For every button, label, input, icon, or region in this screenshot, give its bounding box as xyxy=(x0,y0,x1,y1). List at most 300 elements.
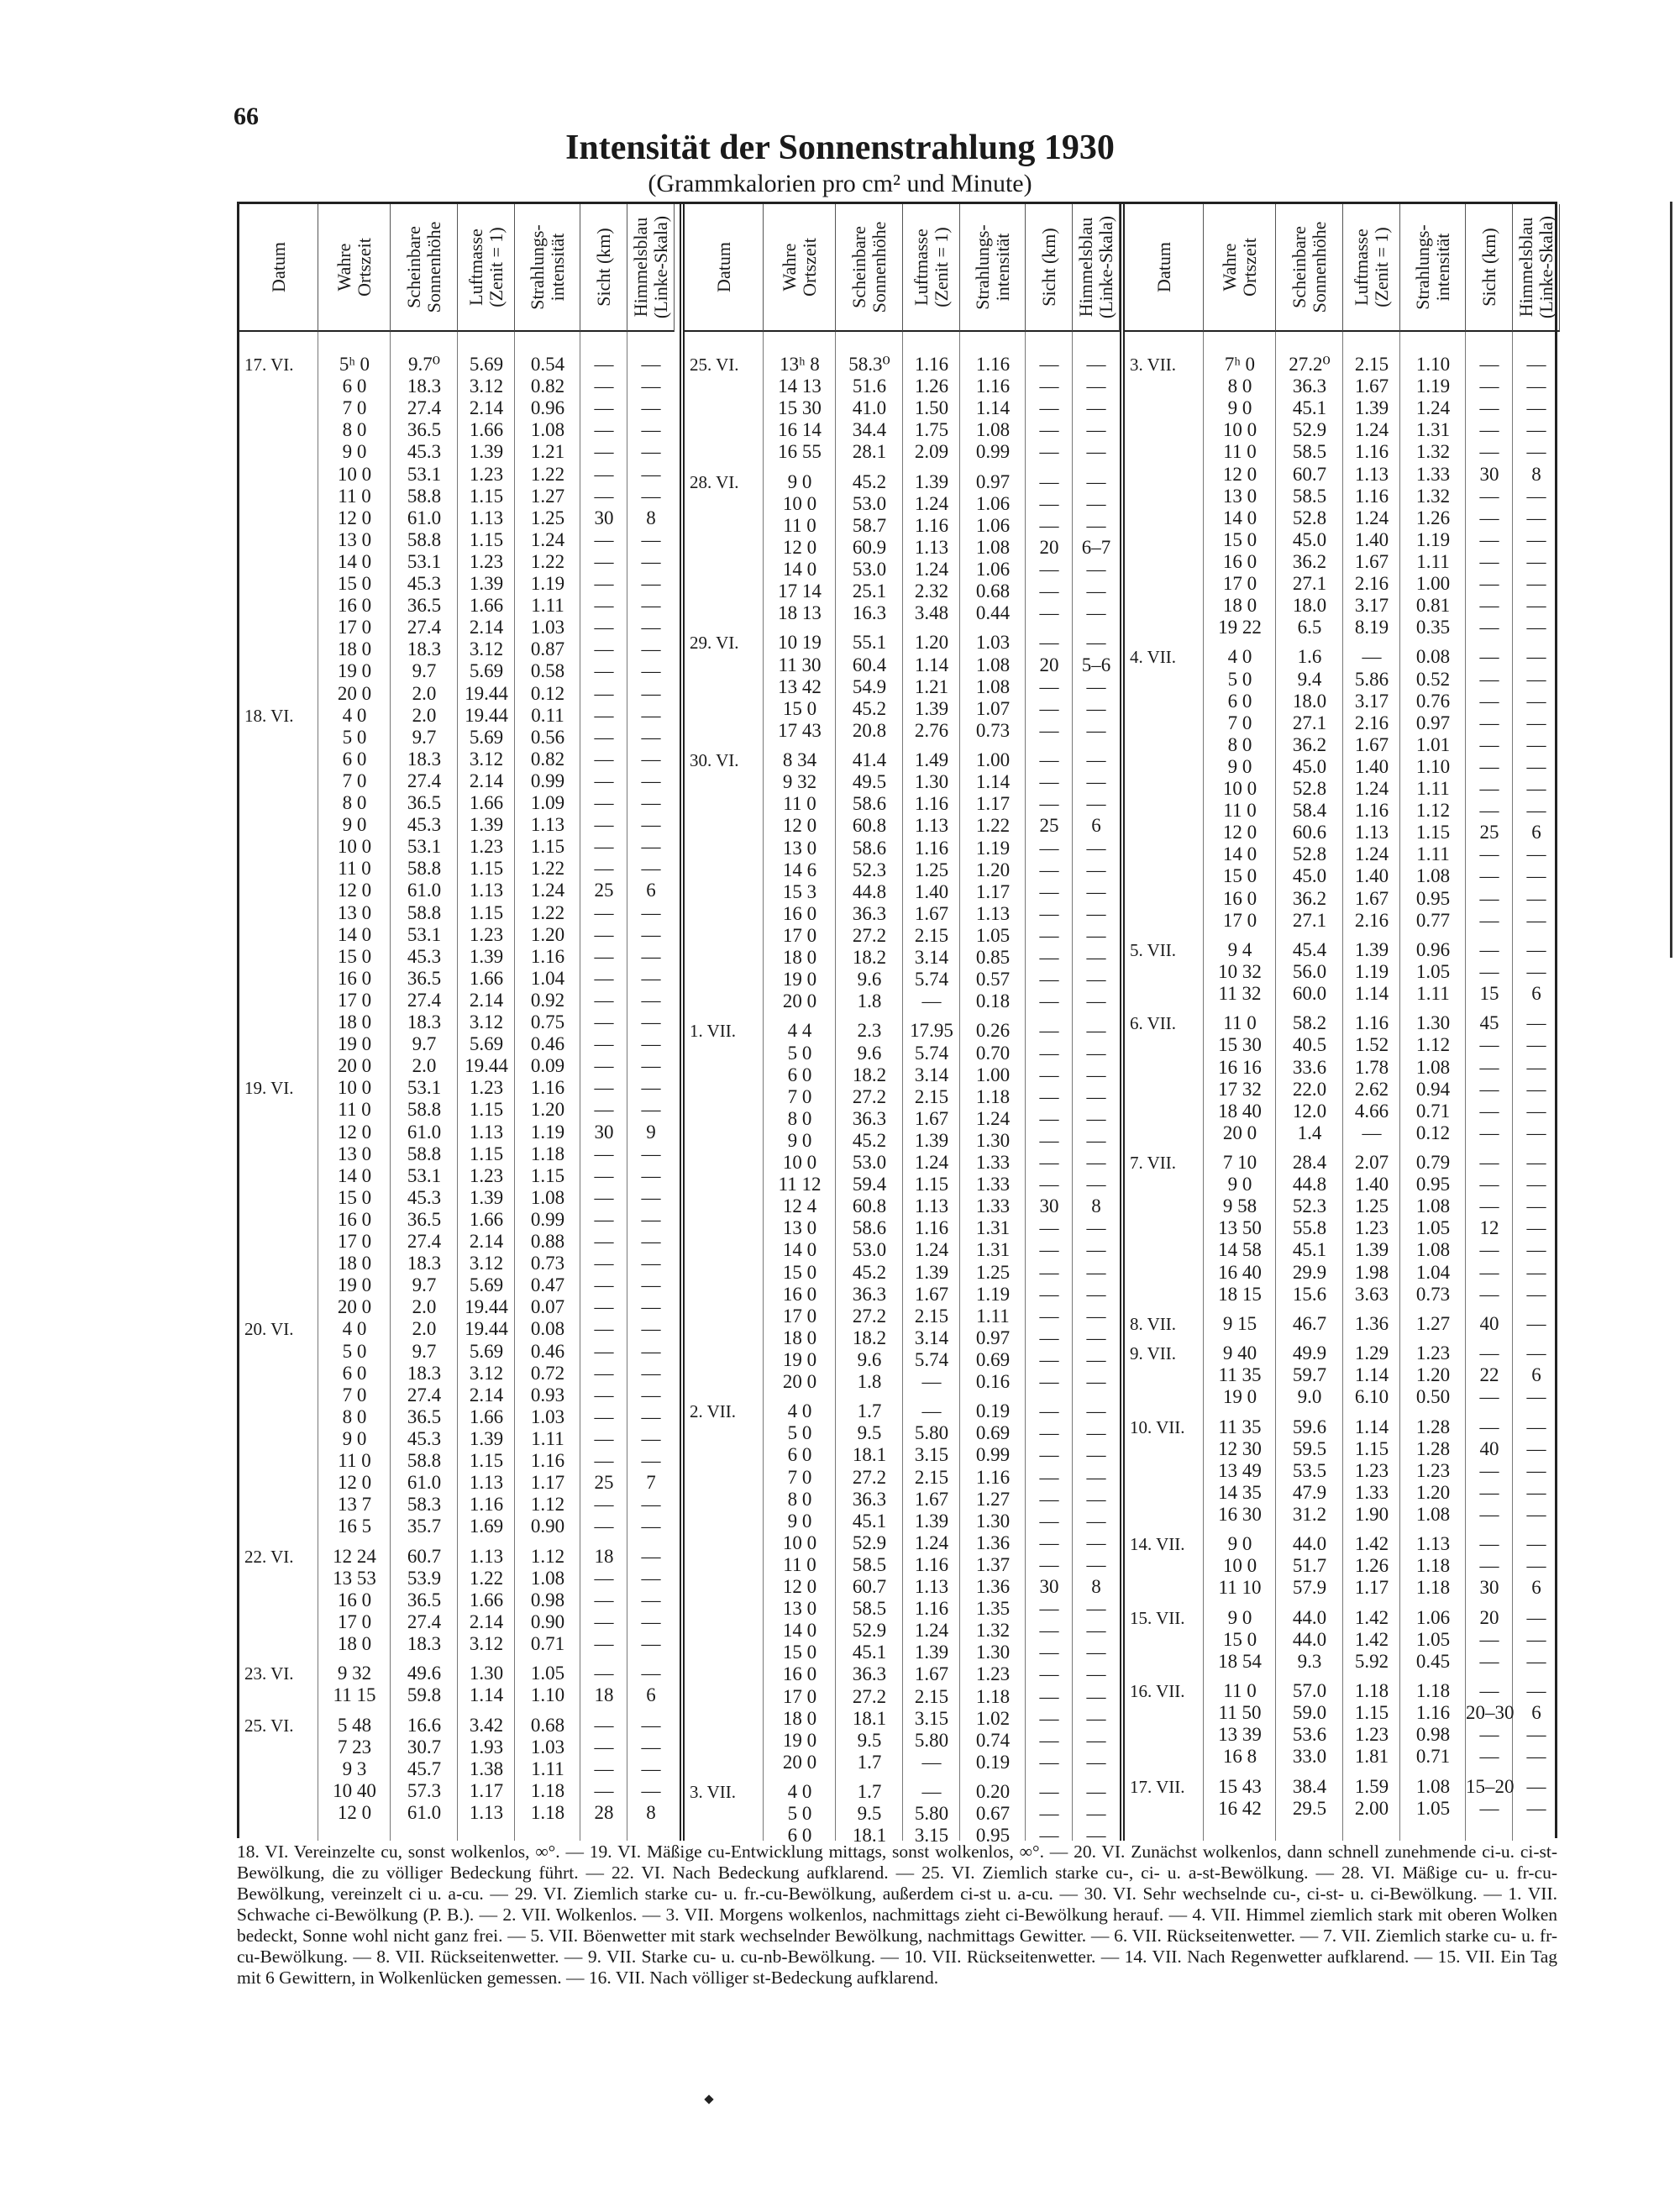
cell-sun-height: 61.0 xyxy=(407,1472,442,1494)
cell-intensity: 1.31 xyxy=(1415,419,1451,441)
cell-sun-height: 1.7 xyxy=(857,1400,882,1422)
cell-visibility: — xyxy=(1039,859,1059,880)
cell-time: 8 0 xyxy=(1227,733,1252,755)
cell-intensity: 1.18 xyxy=(975,1685,1011,1707)
cell-intensity: 1.06 xyxy=(975,492,1011,514)
cell-air-mass: 1.30 xyxy=(469,1663,504,1684)
cell-time: 16 0 xyxy=(782,1663,817,1685)
cell-date: 23. VI. xyxy=(244,1663,294,1684)
cell-intensity: 1.16 xyxy=(975,1466,1011,1488)
table-row xyxy=(685,1306,1125,1327)
cell-visibility: — xyxy=(594,1427,614,1449)
cell-visibility: — xyxy=(594,485,614,507)
cell-time: 10 32 xyxy=(1218,960,1262,982)
cell-time: 14 0 xyxy=(782,1620,817,1642)
column-header-label: Wahre Ortszeit xyxy=(333,238,375,297)
table-row xyxy=(685,1327,1125,1349)
cell-time: 7 10 xyxy=(1222,1152,1257,1174)
cell-time: 11 0 xyxy=(783,1553,816,1575)
cell-time: 18 0 xyxy=(782,1707,817,1729)
cell-sky-blue: — xyxy=(1526,1628,1546,1650)
cell-visibility: — xyxy=(594,901,614,923)
table-row xyxy=(239,486,680,507)
cell-intensity: 1.11 xyxy=(531,1758,564,1779)
cell-sun-height: 61.0 xyxy=(407,1121,442,1143)
cell-intensity: 1.05 xyxy=(1415,960,1451,982)
cell-intensity: 1.17 xyxy=(975,793,1011,815)
cell-sky-blue: — xyxy=(1086,1825,1106,1847)
cell-visibility: — xyxy=(594,1362,614,1384)
cell-sky-blue: — xyxy=(1526,1078,1546,1100)
cell-air-mass: 1.24 xyxy=(1354,419,1389,441)
cell-visibility: — xyxy=(1039,837,1059,859)
cell-sky-blue: — xyxy=(1086,376,1106,397)
cell-sky-blue: 6 xyxy=(1091,815,1101,837)
cell-visibility: — xyxy=(1479,354,1499,375)
cell-air-mass: 5.69 xyxy=(469,660,504,682)
table-row xyxy=(1125,939,1565,961)
page-subtitle: (Grammkalorien pro cm² und Minute) xyxy=(648,170,1032,197)
cell-time: 13 0 xyxy=(337,901,372,923)
cell-date: 30. VI. xyxy=(690,750,739,771)
cell-air-mass: 3.14 xyxy=(914,947,949,968)
cell-sun-height: 45.0 xyxy=(1292,865,1327,887)
cell-air-mass: 1.49 xyxy=(914,749,949,771)
cell-intensity: 0.92 xyxy=(530,989,565,1011)
cell-time: 13 0 xyxy=(337,1143,372,1164)
table-row xyxy=(685,1554,1125,1576)
cell-visibility: — xyxy=(1039,880,1059,902)
column-header-label: Scheinbare Sonnenhöhe xyxy=(1288,221,1330,313)
cell-sun-height: 34.4 xyxy=(852,419,887,441)
cell-intensity: 1.08 xyxy=(530,419,565,441)
cell-date: 6. VII. xyxy=(1130,1013,1177,1034)
cell-time: 17 0 xyxy=(1222,909,1257,931)
cell-air-mass: 1.24 xyxy=(914,1152,949,1174)
cell-sun-height: 45.3 xyxy=(407,1186,442,1208)
cell-sun-height: 61.0 xyxy=(407,880,442,901)
table-row xyxy=(1125,888,1565,910)
cell-visibility: — xyxy=(594,1055,614,1077)
table-row xyxy=(239,727,680,749)
cell-sky-blue: — xyxy=(641,726,661,748)
cell-intensity: 1.19 xyxy=(530,573,565,594)
cell-intensity: 1.35 xyxy=(975,1598,1011,1620)
cell-sun-height: 59.7 xyxy=(1292,1364,1327,1386)
cell-sky-blue: — xyxy=(1086,1553,1106,1575)
table-row xyxy=(685,793,1125,815)
cell-sky-blue: — xyxy=(1086,1348,1106,1370)
cell-sun-height: 2.0 xyxy=(412,1318,437,1340)
cell-sun-height: 40.5 xyxy=(1292,1034,1327,1056)
cell-intensity: 1.05 xyxy=(1415,1628,1451,1650)
cell-visibility: — xyxy=(1039,1283,1059,1305)
cell-time: 7 23 xyxy=(337,1736,372,1758)
table-row xyxy=(685,881,1125,903)
cell-intensity: 0.73 xyxy=(530,1253,565,1274)
cell-visibility: — xyxy=(1479,1261,1499,1283)
cell-intensity: 0.18 xyxy=(975,990,1011,1012)
cell-visibility: — xyxy=(1039,1085,1059,1107)
cell-intensity: 0.82 xyxy=(530,376,565,397)
cell-air-mass: 1.39 xyxy=(914,1510,949,1532)
cell-time: 16 40 xyxy=(1218,1261,1262,1283)
cell-time: 12 0 xyxy=(782,1576,817,1598)
cell-visibility: — xyxy=(1039,697,1059,719)
cell-intensity: 1.28 xyxy=(1415,1416,1451,1437)
cell-intensity: 1.10 xyxy=(1415,755,1451,777)
cell-visibility: — xyxy=(1039,1620,1059,1642)
column-header xyxy=(239,204,318,332)
cell-air-mass: 1.15 xyxy=(1354,1702,1389,1724)
cell-air-mass: 2.16 xyxy=(1354,909,1389,931)
cell-sky-blue: — xyxy=(641,1779,661,1801)
cell-sky-blue: — xyxy=(1086,1305,1106,1327)
cell-sky-blue: — xyxy=(1086,1400,1106,1422)
cell-sky-blue: — xyxy=(1526,485,1546,507)
cell-intensity: 1.18 xyxy=(530,1801,565,1823)
cell-sun-height: 58.4 xyxy=(1292,800,1327,822)
cell-visibility: — xyxy=(594,989,614,1011)
cell-time: 17 0 xyxy=(337,1610,372,1632)
cell-visibility: — xyxy=(594,1231,614,1252)
cell-time: 8 0 xyxy=(787,1488,812,1510)
cell-sky-blue: — xyxy=(1086,1532,1106,1553)
cell-time: 17 14 xyxy=(778,581,822,602)
cell-visibility: — xyxy=(1039,719,1059,741)
cell-sun-height: 57.0 xyxy=(1292,1680,1327,1702)
cell-sun-height: 36.5 xyxy=(407,1208,442,1230)
cell-visibility: — xyxy=(594,617,614,638)
cell-air-mass: 1.14 xyxy=(469,1684,504,1706)
cell-sky-blue: — xyxy=(641,595,661,617)
cell-air-mass: 1.50 xyxy=(914,397,949,419)
cell-air-mass: 1.39 xyxy=(469,1427,504,1449)
cell-sun-height: 58.8 xyxy=(407,485,442,507)
cell-intensity: 1.16 xyxy=(975,354,1011,375)
cell-sky-blue: — xyxy=(1086,602,1106,624)
table-row xyxy=(685,1467,1125,1489)
cell-date: 10. VII. xyxy=(1130,1416,1185,1437)
cell-visibility: — xyxy=(594,858,614,880)
table-row xyxy=(1125,1284,1565,1306)
cell-sky-blue: — xyxy=(641,1186,661,1208)
cell-sun-height: 36.3 xyxy=(852,1663,887,1685)
table-row xyxy=(685,1708,1125,1730)
table-row xyxy=(1125,354,1565,376)
cell-sky-blue: — xyxy=(1526,646,1546,668)
cell-sky-blue: — xyxy=(1086,441,1106,463)
cell-sky-blue: 8 xyxy=(1091,1576,1101,1598)
cell-air-mass: 1.24 xyxy=(1354,507,1389,528)
cell-time: 18 0 xyxy=(337,638,372,660)
cell-air-mass: 1.66 xyxy=(469,1589,504,1610)
cell-sky-blue: — xyxy=(1526,1152,1546,1174)
cell-intensity: 1.04 xyxy=(1415,1261,1451,1283)
cell-sky-blue: — xyxy=(1086,1466,1106,1488)
cell-sun-height: 27.4 xyxy=(407,989,442,1011)
cell-date: 28. VI. xyxy=(690,471,739,492)
cell-sun-height: 2.0 xyxy=(412,1055,437,1077)
cell-visibility: — xyxy=(1039,1825,1059,1847)
cell-sun-height: 53.1 xyxy=(407,463,442,485)
cell-time: 10 0 xyxy=(1222,419,1257,441)
cell-visibility: 30 xyxy=(1039,1195,1059,1217)
ink-spot xyxy=(704,2094,713,2104)
table-row xyxy=(239,376,680,397)
cell-sun-height: 29.5 xyxy=(1292,1797,1327,1819)
cell-sky-blue: 6–7 xyxy=(1081,536,1111,558)
table-row xyxy=(685,1511,1125,1532)
cell-air-mass: 2.15 xyxy=(914,1305,949,1327)
table-row xyxy=(239,1231,680,1253)
cell-visibility: — xyxy=(1039,902,1059,924)
cell-visibility: — xyxy=(594,814,614,836)
column-header xyxy=(1400,204,1466,332)
cell-sky-blue: — xyxy=(1526,960,1546,982)
cell-air-mass: 1.24 xyxy=(914,492,949,514)
table-row xyxy=(1125,734,1565,756)
cell-intensity: 1.18 xyxy=(1415,1555,1451,1577)
cell-intensity: 1.19 xyxy=(975,837,1011,859)
cell-visibility: — xyxy=(1039,1422,1059,1444)
cell-air-mass: 1.40 xyxy=(1354,1174,1389,1195)
cell-sun-height: 18.0 xyxy=(1292,690,1327,712)
cell-time: 13 7 xyxy=(337,1494,372,1516)
table-row xyxy=(239,1318,680,1340)
cell-visibility: 15–20 xyxy=(1466,1775,1515,1797)
cell-time: 15 3 xyxy=(782,880,817,902)
cell-sky-blue: — xyxy=(1526,376,1546,397)
cell-time: 12 0 xyxy=(337,507,372,528)
cell-time: 5 0 xyxy=(787,1042,812,1064)
cell-sun-height: 58.8 xyxy=(407,1143,442,1164)
cell-time: 11 15 xyxy=(333,1684,376,1706)
cell-intensity: 1.20 xyxy=(975,859,1011,880)
cell-time: 9 0 xyxy=(1227,1606,1252,1628)
table-block xyxy=(239,204,680,1841)
cell-visibility: — xyxy=(1479,419,1499,441)
cell-sky-blue: — xyxy=(641,923,661,945)
cell-sky-blue: — xyxy=(1086,1107,1106,1129)
cell-sky-blue: 7 xyxy=(646,1472,656,1494)
cell-air-mass: — xyxy=(1362,1122,1382,1143)
cell-intensity: 1.04 xyxy=(530,967,565,989)
cell-intensity: 1.25 xyxy=(975,1261,1011,1283)
cell-intensity: 1.17 xyxy=(530,1472,565,1494)
cell-air-mass: 3.17 xyxy=(1354,690,1389,712)
cell-visibility: — xyxy=(594,1663,614,1684)
table-row xyxy=(685,676,1125,698)
cell-time: 8 0 xyxy=(342,1405,367,1427)
cell-visibility: — xyxy=(1039,1532,1059,1553)
cell-sky-blue: — xyxy=(641,1567,661,1589)
cell-sun-height: 45.2 xyxy=(852,697,887,719)
cell-sky-blue: — xyxy=(1086,1152,1106,1174)
cell-visibility: — xyxy=(1039,397,1059,419)
cell-intensity: 1.19 xyxy=(975,1283,1011,1305)
table-row xyxy=(239,1099,680,1121)
cell-sky-blue: — xyxy=(641,1231,661,1252)
column-header-label: Himmelsblau (Linke-Skala) xyxy=(1515,215,1557,319)
cell-sun-height: 60.7 xyxy=(1292,463,1327,485)
cell-time: 14 0 xyxy=(1222,507,1257,528)
cell-sun-height: 51.7 xyxy=(1292,1555,1327,1577)
table-row xyxy=(685,471,1125,493)
cell-air-mass: 3.17 xyxy=(1354,595,1389,617)
cell-visibility: 25 xyxy=(1479,822,1499,843)
cell-air-mass: 1.13 xyxy=(469,880,504,901)
cell-visibility: — xyxy=(1039,1174,1059,1195)
cell-intensity: 0.44 xyxy=(975,602,1011,624)
cell-visibility: — xyxy=(594,1164,614,1186)
cell-time: 11 0 xyxy=(338,1099,371,1121)
cell-time: 11 0 xyxy=(783,793,816,815)
cell-air-mass: 1.16 xyxy=(1354,485,1389,507)
cell-time: 12 24 xyxy=(333,1545,376,1567)
cell-sun-height: 59.6 xyxy=(1292,1416,1327,1437)
cell-air-mass: 1.15 xyxy=(469,528,504,550)
cell-time: 20 0 xyxy=(337,1296,372,1318)
cell-sky-blue: — xyxy=(1086,632,1106,654)
cell-air-mass: 1.15 xyxy=(914,1174,949,1195)
cell-air-mass: 5.69 xyxy=(469,726,504,748)
cell-time: 14 6 xyxy=(782,859,817,880)
cell-sky-blue: — xyxy=(1086,514,1106,536)
table-row xyxy=(1125,865,1565,887)
table-row xyxy=(1125,1629,1565,1651)
cell-sun-height: 27.4 xyxy=(407,1384,442,1405)
table-row xyxy=(1125,983,1565,1005)
cell-intensity: 1.03 xyxy=(975,632,1011,654)
cell-time: 19 0 xyxy=(782,969,817,990)
cell-time: 11 35 xyxy=(1218,1416,1262,1437)
cell-visibility: — xyxy=(1479,1174,1499,1195)
table-row xyxy=(685,1152,1125,1174)
cell-sky-blue: — xyxy=(641,376,661,397)
cell-air-mass: 2.15 xyxy=(914,924,949,946)
cell-air-mass: 1.25 xyxy=(1354,1195,1389,1217)
cell-time: 14 0 xyxy=(1222,843,1257,865)
cell-sky-blue: — xyxy=(1526,1775,1546,1797)
cell-intensity: 1.32 xyxy=(975,1620,1011,1642)
cell-sun-height: 53.5 xyxy=(1292,1459,1327,1481)
cell-intensity: 1.32 xyxy=(1415,441,1451,463)
table-row xyxy=(1125,1482,1565,1504)
cell-air-mass: 1.66 xyxy=(469,1405,504,1427)
table-row xyxy=(1125,1217,1565,1239)
cell-visibility: — xyxy=(1479,595,1499,617)
cell-air-mass: 1.16 xyxy=(914,1553,949,1575)
cell-air-mass: 19.44 xyxy=(465,1296,508,1318)
cell-time: 6 0 xyxy=(787,1064,812,1085)
table-row xyxy=(239,1684,680,1706)
cell-visibility: — xyxy=(1039,1020,1059,1042)
cell-air-mass: 2.16 xyxy=(1354,573,1389,594)
table-row xyxy=(239,1363,680,1384)
cell-sky-blue: — xyxy=(1086,1174,1106,1195)
cell-air-mass: 1.21 xyxy=(914,675,949,697)
cell-sun-height: 27.2 xyxy=(852,924,887,946)
cell-air-mass: 3.15 xyxy=(914,1825,949,1847)
cell-sun-height: 29.9 xyxy=(1292,1261,1327,1283)
page-number: 66 xyxy=(234,102,259,130)
cell-sky-blue: — xyxy=(641,660,661,682)
cell-air-mass: 1.20 xyxy=(914,632,949,654)
cell-intensity: 1.05 xyxy=(1415,1797,1451,1819)
table-row xyxy=(1125,1702,1565,1724)
cell-air-mass: 2.15 xyxy=(1354,354,1389,375)
cell-sky-blue: — xyxy=(1526,1312,1546,1334)
cell-sky-blue: — xyxy=(1086,470,1106,492)
cell-air-mass: 2.15 xyxy=(914,1685,949,1707)
cell-visibility: — xyxy=(1479,1481,1499,1503)
cell-intensity: 1.18 xyxy=(975,1085,1011,1107)
cell-intensity: 1.19 xyxy=(530,1121,565,1143)
table-row xyxy=(685,1781,1125,1803)
cell-visibility: — xyxy=(594,354,614,375)
cell-air-mass: 1.23 xyxy=(469,1077,504,1099)
cell-sun-height: 60.8 xyxy=(852,1195,887,1217)
cell-time: 4 0 xyxy=(787,1781,812,1803)
table-row xyxy=(1125,822,1565,843)
cell-visibility: — xyxy=(594,836,614,858)
cell-intensity: 1.19 xyxy=(1415,528,1451,550)
cell-visibility: — xyxy=(1039,581,1059,602)
table-block xyxy=(1120,204,1565,1841)
cell-intensity: 1.18 xyxy=(530,1143,565,1164)
cell-sky-blue: — xyxy=(1526,550,1546,572)
cell-sun-height: 27.1 xyxy=(1292,712,1327,733)
cell-intensity: 1.08 xyxy=(1415,1239,1451,1261)
cell-time: 16 0 xyxy=(337,1589,372,1610)
cell-sun-height: 27.2 xyxy=(852,1685,887,1707)
cell-sun-height: 60.6 xyxy=(1292,822,1327,843)
cell-intensity: 0.08 xyxy=(1415,646,1451,668)
cell-time: 6 0 xyxy=(342,376,367,397)
column-header-label: Wahre Ortszeit xyxy=(1218,238,1260,297)
table-row xyxy=(239,464,680,486)
cell-sky-blue: — xyxy=(1526,1100,1546,1122)
cell-sun-height: 58.8 xyxy=(407,901,442,923)
cell-time: 10 0 xyxy=(1222,1555,1257,1577)
cell-date: 15. VII. xyxy=(1130,1607,1185,1628)
table-row xyxy=(239,1715,680,1737)
table-row xyxy=(685,1284,1125,1306)
cell-air-mass: 1.33 xyxy=(1354,1481,1389,1503)
cell-air-mass: 1.78 xyxy=(1354,1056,1389,1078)
cell-time: 16 16 xyxy=(1218,1056,1262,1078)
cell-sun-height: 2.3 xyxy=(857,1020,882,1042)
cell-sun-height: 59.8 xyxy=(407,1684,442,1706)
table-row xyxy=(239,1187,680,1209)
cell-time: 13 49 xyxy=(1218,1459,1262,1481)
cell-time: 20 0 xyxy=(337,1055,372,1077)
cell-sun-height: 44.0 xyxy=(1292,1533,1327,1555)
cell-intensity: 0.19 xyxy=(975,1400,1011,1422)
cell-sky-blue: — xyxy=(641,617,661,638)
cell-air-mass: 1.67 xyxy=(914,1488,949,1510)
cell-sun-height: 18.1 xyxy=(852,1444,887,1466)
cell-sky-blue: — xyxy=(1086,1085,1106,1107)
cell-date: 4. VII. xyxy=(1130,647,1177,668)
cell-air-mass: 1.24 xyxy=(914,1239,949,1261)
cell-intensity: 1.08 xyxy=(1415,1775,1451,1797)
cell-sun-height: 53.0 xyxy=(852,1152,887,1174)
cell-sky-blue: — xyxy=(1086,1781,1106,1803)
cell-intensity: 0.96 xyxy=(1415,938,1451,960)
cell-sky-blue: — xyxy=(1086,990,1106,1012)
